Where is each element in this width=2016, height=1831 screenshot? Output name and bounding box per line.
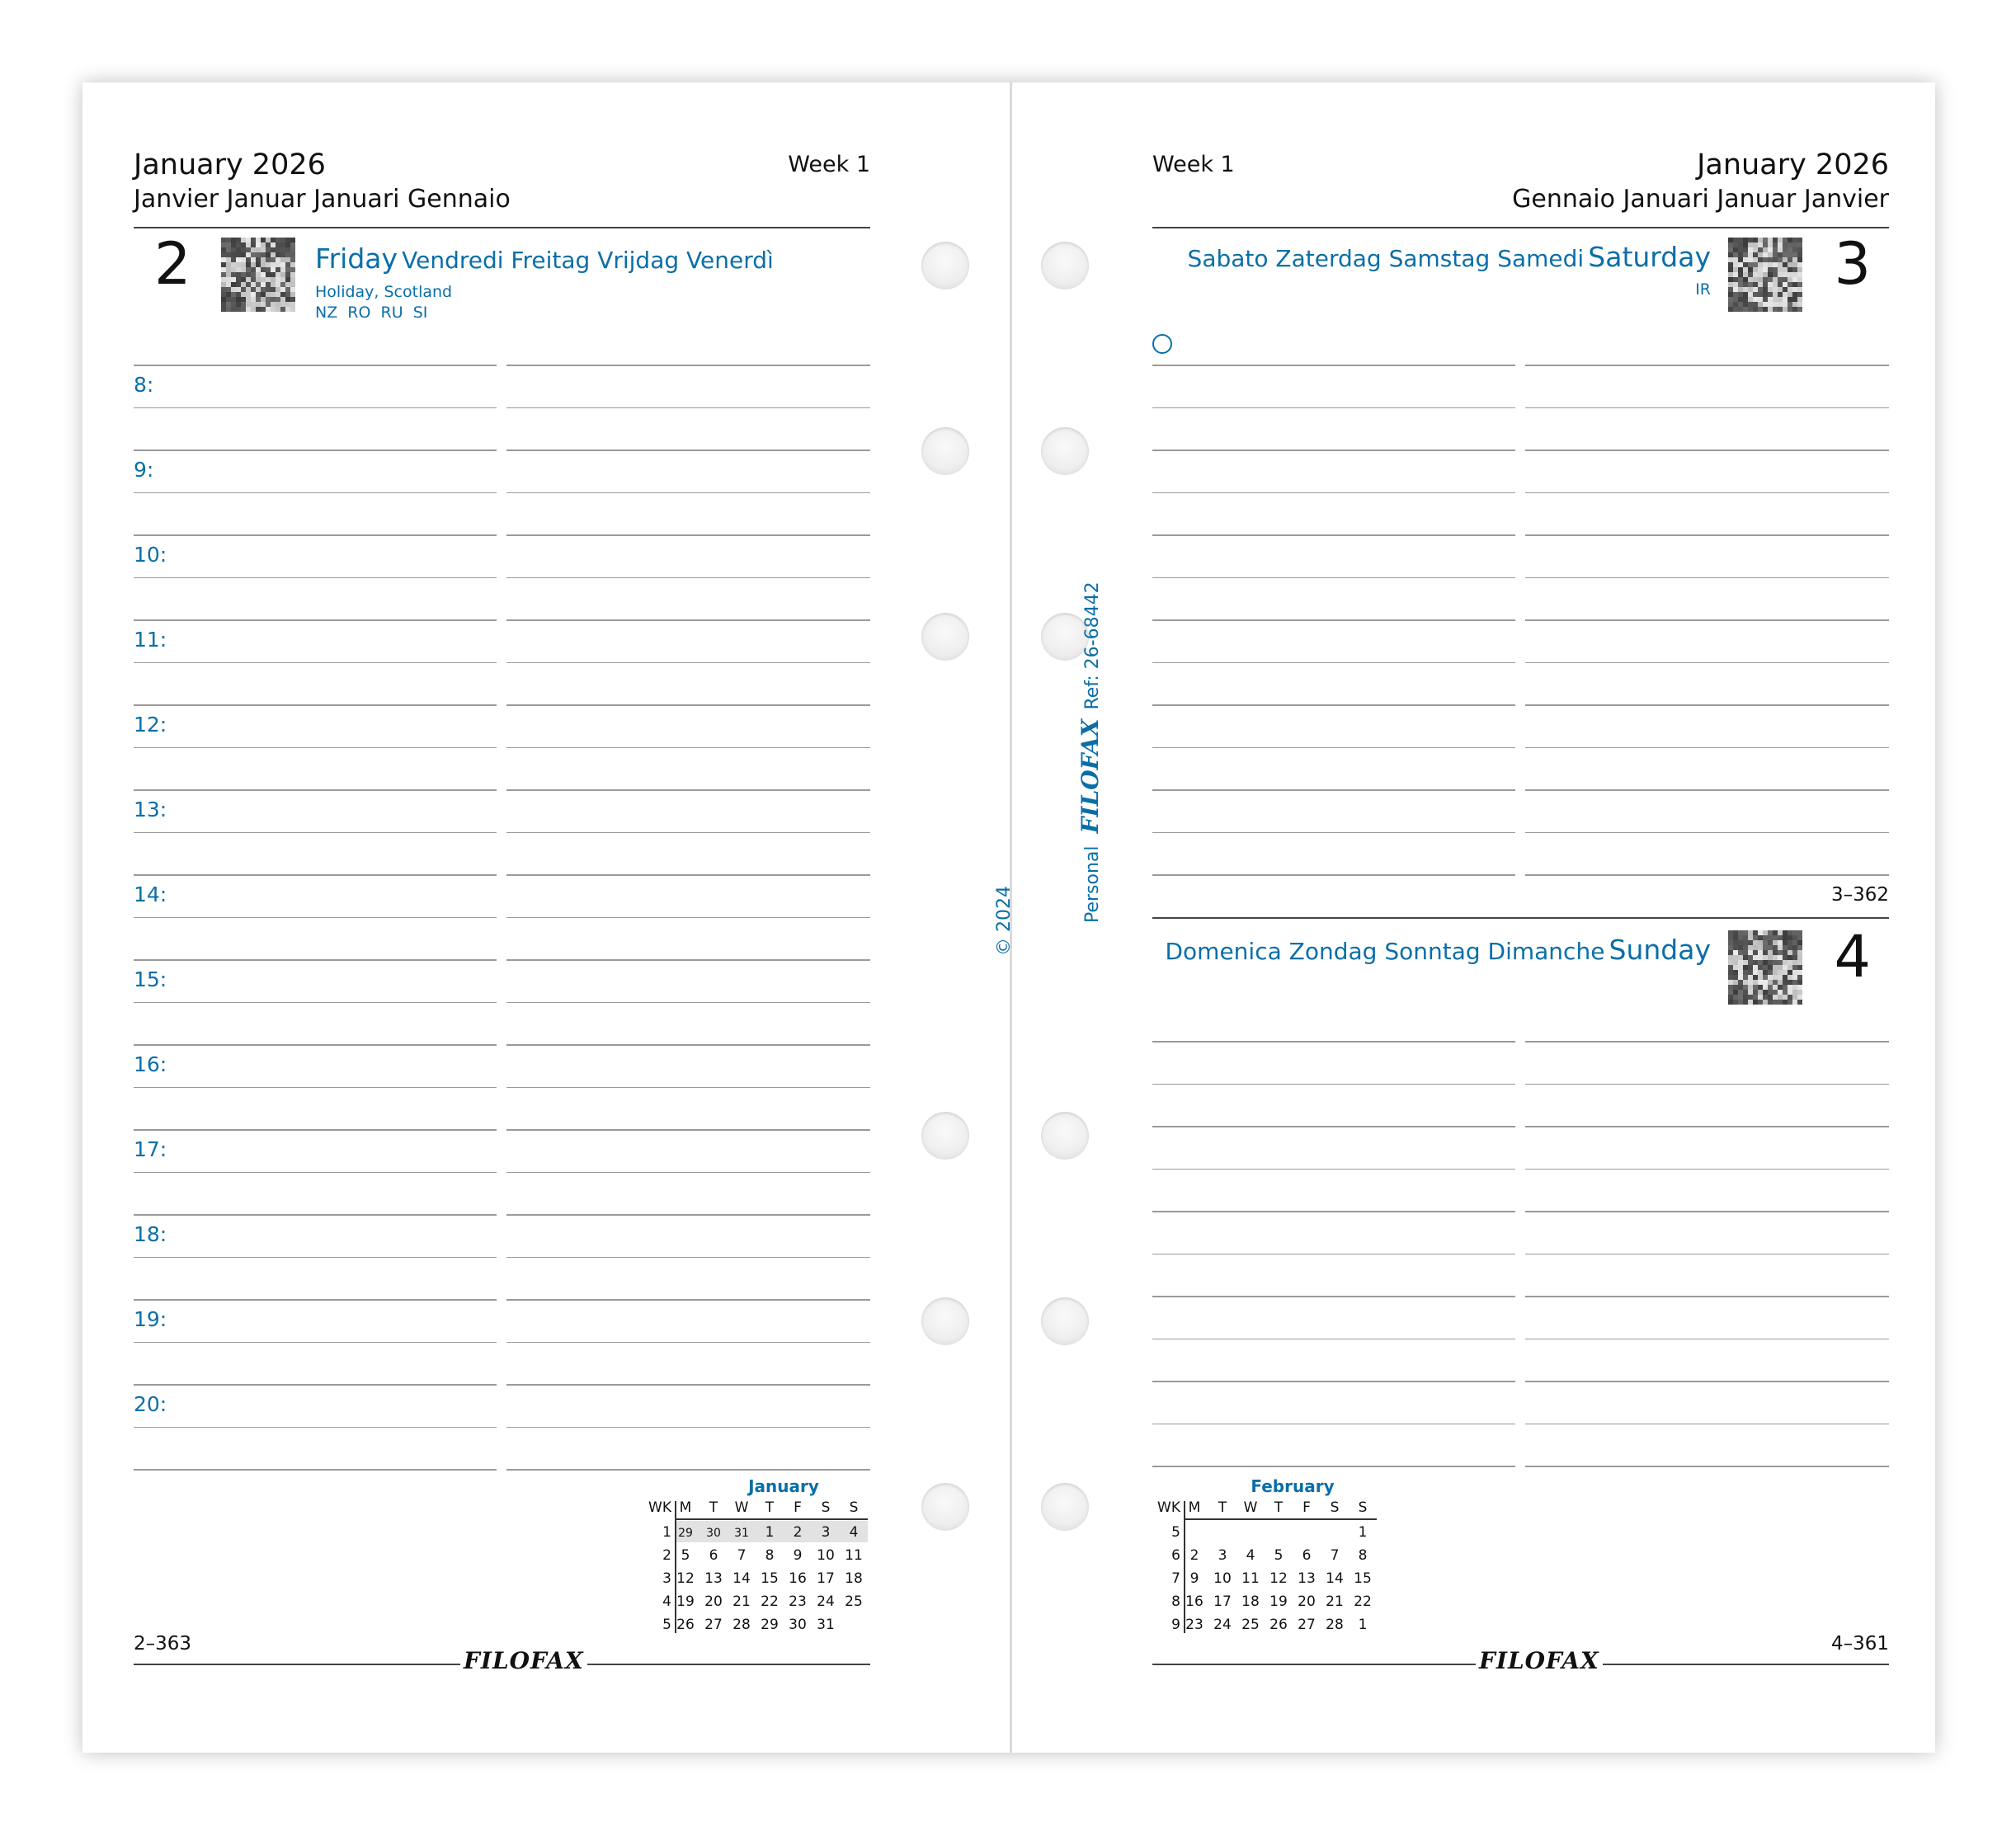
holiday-note: Holiday, Scotland	[315, 283, 453, 301]
ruled-line	[134, 365, 497, 366]
day-name: Friday	[315, 242, 398, 275]
ruled-line	[1525, 1296, 1889, 1297]
mini-calendar-cell: 19	[676, 1593, 695, 1610]
ruled-line	[1525, 365, 1889, 366]
mini-calendar-cell: 30	[789, 1617, 807, 1633]
day-number: 4	[1834, 923, 1871, 991]
mini-calendar-cell: 16	[789, 1570, 807, 1587]
ruled-line	[1152, 1169, 1515, 1170]
mini-calendar-cell: 24	[1213, 1617, 1232, 1633]
mini-calendar-cell: 11	[1241, 1570, 1260, 1587]
mini-calendar-cell: 19	[1269, 1593, 1288, 1610]
ruled-line	[1525, 407, 1889, 409]
ruled-line	[1525, 1084, 1889, 1085]
punch-hole	[921, 1483, 969, 1531]
mini-calendar-cell: 8	[1171, 1593, 1180, 1610]
mini-calendar-cell: 7	[1171, 1570, 1180, 1587]
mini-calendar-cell: 29	[678, 1527, 693, 1540]
mini-calendar-header: F	[794, 1499, 802, 1516]
ruled-line	[1152, 832, 1515, 834]
mini-calendar-cell: 18	[1241, 1593, 1260, 1610]
mini-calendar-cell: 1	[1358, 1617, 1368, 1633]
ruled-line	[1152, 662, 1515, 664]
ruled-line	[1525, 1169, 1889, 1170]
mini-calendar-cell: 13	[1298, 1570, 1316, 1587]
mini-calendar-header: M	[1188, 1499, 1201, 1516]
ruled-line	[506, 365, 870, 366]
ruled-line	[134, 917, 497, 919]
mini-calendar-cell: 24	[817, 1593, 835, 1610]
hour-label: 11:	[134, 628, 167, 652]
mini-calendar-cell: 5	[1171, 1524, 1180, 1541]
mini-calendar-cell: 4	[849, 1524, 859, 1541]
ruled-line	[134, 874, 497, 876]
ruled-line	[1525, 1211, 1889, 1212]
hour-label: 17:	[134, 1137, 167, 1161]
ruled-line	[506, 1214, 870, 1216]
ruled-line	[506, 619, 870, 621]
hour-label: 14:	[134, 883, 167, 906]
day-number: 3	[1834, 230, 1871, 298]
mini-calendar-rule	[1184, 1518, 1377, 1520]
mini-calendar-header: F	[1302, 1499, 1311, 1516]
ruled-line	[134, 1257, 497, 1259]
ruled-line	[134, 577, 497, 579]
mini-calendar-cell: 5	[681, 1547, 690, 1564]
mini-calendar-rule	[1184, 1501, 1185, 1633]
ruled-line	[1152, 450, 1515, 451]
hour-label: 19:	[134, 1307, 167, 1331]
ruled-line	[506, 1299, 870, 1301]
ruled-line	[1152, 874, 1515, 876]
mini-calendar-cell: 2	[1189, 1547, 1199, 1564]
ruled-line	[1152, 1254, 1515, 1255]
day-separator-rule	[1152, 917, 1889, 919]
ruled-line	[134, 1214, 497, 1216]
ruled-line	[134, 1384, 497, 1386]
ruled-line	[1152, 789, 1515, 791]
ruled-line	[1525, 577, 1889, 579]
ruled-line	[1152, 619, 1515, 621]
holiday-codes: NZ RO RU SI	[315, 304, 428, 322]
ruled-line	[134, 1299, 497, 1301]
mini-calendar-cell: 21	[1326, 1593, 1344, 1610]
mini-calendar-cell: 6	[1171, 1547, 1180, 1564]
planner-spread	[82, 82, 1935, 1753]
hour-label: 10:	[134, 543, 167, 567]
left-page	[134, 82, 870, 1753]
page-reference: 3–362	[1830, 884, 1889, 906]
header-rule	[1152, 227, 1889, 228]
ruled-line	[134, 1087, 497, 1089]
qr-code-icon	[1728, 930, 1802, 1005]
mini-calendar-february	[1152, 1476, 1383, 1641]
mini-calendar-cell: 27	[704, 1617, 723, 1633]
mini-calendar-header: S	[1358, 1499, 1368, 1516]
ruled-line	[506, 534, 870, 536]
ruled-line	[506, 1002, 870, 1004]
mini-calendar-header: WK	[648, 1499, 671, 1516]
mini-calendar-header: W	[734, 1499, 749, 1516]
mini-calendar-cell: 14	[1326, 1570, 1344, 1587]
day-title-sunday	[1165, 934, 1711, 966]
mini-calendar-cell: 30	[706, 1527, 721, 1540]
mini-calendar-cell: 31	[734, 1527, 749, 1540]
ruled-line	[1152, 1211, 1515, 1212]
hour-label: 12:	[134, 713, 167, 737]
ruled-line	[1525, 747, 1889, 749]
ruled-line	[1152, 1126, 1515, 1127]
mini-calendar-cell: 6	[709, 1547, 718, 1564]
mini-calendar-header: T	[765, 1499, 775, 1516]
month-title: January 2026	[134, 148, 326, 181]
day-languages: Vendredi Freitag Vrijdag Venerdì	[402, 247, 774, 274]
ruled-line	[1152, 1084, 1515, 1085]
ruled-line	[134, 450, 497, 451]
mini-calendar-header: T	[1274, 1499, 1284, 1516]
mini-calendar-cell: 9	[793, 1547, 803, 1564]
mini-calendar-cell: 15	[761, 1570, 779, 1587]
mini-calendar-cell: 14	[732, 1570, 751, 1587]
mini-calendar-cell: 17	[817, 1570, 835, 1587]
ruled-line	[134, 619, 497, 621]
mini-calendar-cell: 2	[793, 1524, 803, 1541]
ruled-line	[1525, 1041, 1889, 1043]
ruled-line	[134, 1427, 497, 1429]
mini-calendar-cell: 28	[732, 1617, 751, 1633]
mini-calendar-title: February	[1251, 1476, 1335, 1496]
filofax-logo: FILOFAX	[460, 1647, 587, 1674]
hour-label: 8:	[134, 373, 154, 397]
day-note: IR	[1695, 280, 1711, 299]
mini-calendar-cell: 25	[1241, 1617, 1260, 1633]
ruled-line	[1152, 577, 1515, 579]
mini-calendar-cell: 9	[1171, 1617, 1180, 1633]
mini-calendar-rule	[675, 1501, 676, 1633]
ruled-line	[134, 492, 497, 494]
mini-calendar-cell: 10	[1213, 1570, 1232, 1587]
ruled-line	[1525, 534, 1889, 536]
hour-label: 9:	[134, 458, 154, 482]
ruled-line	[1152, 1041, 1515, 1043]
ruled-line	[1525, 1466, 1889, 1467]
mini-calendar-cell: 1	[662, 1524, 671, 1541]
ruled-line	[134, 534, 497, 536]
mini-calendar-cell: 8	[1358, 1547, 1368, 1564]
spine-personal: Personal	[1082, 845, 1103, 923]
mini-calendar-cell: 12	[676, 1570, 695, 1587]
ruled-line	[506, 1427, 870, 1429]
ruled-line	[134, 959, 497, 961]
ruled-line	[134, 1172, 497, 1174]
right-page	[1152, 82, 1889, 1753]
ruled-line	[506, 959, 870, 961]
month-languages: Gennaio Januari Januar Janvier	[1512, 185, 1889, 214]
mini-calendar-cell: 31	[817, 1617, 835, 1633]
punch-hole	[1041, 1112, 1089, 1160]
ruled-line	[134, 662, 497, 664]
punch-hole	[921, 1297, 969, 1345]
spine-brand: FILOFAX	[1076, 718, 1104, 834]
ruled-line	[506, 874, 870, 876]
punch-hole	[921, 427, 969, 475]
spine-copyright: © 2024	[994, 886, 1015, 956]
mini-calendar-cell: 23	[1185, 1617, 1203, 1633]
ruled-line	[506, 1172, 870, 1174]
punch-hole	[921, 1112, 969, 1160]
mini-calendar-header: S	[821, 1499, 831, 1516]
mini-calendar-header: S	[1330, 1499, 1340, 1516]
mini-calendar-cell: 18	[845, 1570, 863, 1587]
ruled-line	[1152, 1466, 1515, 1467]
mini-calendar-cell: 22	[1354, 1593, 1372, 1610]
mini-calendar-cell: 20	[704, 1593, 723, 1610]
ruled-line	[1525, 1126, 1889, 1127]
mini-calendar-cell: 20	[1298, 1593, 1316, 1610]
mini-calendar-title: January	[748, 1476, 819, 1496]
ruled-line	[506, 1044, 870, 1046]
ruled-line	[134, 1044, 497, 1046]
ruled-line	[506, 917, 870, 919]
ruled-line	[1525, 874, 1889, 876]
page-reference: 4–361	[1830, 1633, 1889, 1654]
mini-calendar-cell: 3	[1218, 1547, 1227, 1564]
mini-calendar-cell: 28	[1326, 1617, 1344, 1633]
mini-calendar-header: T	[709, 1499, 718, 1516]
punch-hole	[921, 242, 969, 289]
mini-calendar-header: S	[849, 1499, 859, 1516]
ruled-line	[1152, 407, 1515, 409]
mini-calendar-cell: 7	[1330, 1547, 1340, 1564]
day-title	[315, 242, 774, 275]
ruled-line	[134, 747, 497, 749]
ruled-line	[1525, 1381, 1889, 1382]
page-reference: 2–363	[134, 1633, 192, 1654]
mini-calendar-cell: 10	[817, 1547, 835, 1564]
ruled-line	[1525, 619, 1889, 621]
filofax-logo: FILOFAX	[1476, 1647, 1603, 1674]
ruled-line	[134, 832, 497, 834]
mini-calendar-header: WK	[1157, 1499, 1180, 1516]
punch-hole	[1041, 427, 1089, 475]
ruled-line	[134, 1129, 497, 1131]
hour-label: 16:	[134, 1052, 167, 1076]
mini-calendar-cell: 3	[662, 1570, 671, 1587]
mini-calendar-cell: 3	[821, 1524, 831, 1541]
ruled-line	[134, 1002, 497, 1004]
mini-calendar-cell: 26	[676, 1617, 695, 1633]
mini-calendar-cell: 26	[1269, 1617, 1288, 1633]
mini-calendar-january	[643, 1476, 874, 1641]
ruled-line	[1152, 704, 1515, 706]
ruled-line	[134, 789, 497, 791]
mini-calendar-header: W	[1243, 1499, 1258, 1516]
ruled-line	[1525, 789, 1889, 791]
day-languages: Domenica Zondag Sonntag Dimanche	[1165, 938, 1605, 965]
ruled-line	[506, 407, 870, 409]
mini-calendar-cell: 21	[732, 1593, 751, 1610]
mini-calendar-cell: 7	[737, 1547, 747, 1564]
mini-calendar-rule	[675, 1518, 868, 1520]
ruled-line	[506, 1384, 870, 1386]
month-title: January 2026	[1697, 148, 1889, 181]
ruled-line	[506, 662, 870, 664]
ruled-line	[1152, 747, 1515, 749]
mini-calendar-cell: 5	[662, 1617, 671, 1633]
punch-hole	[921, 613, 969, 661]
ruled-line	[506, 577, 870, 579]
day-name: Saturday	[1588, 241, 1711, 273]
ruled-line	[1525, 704, 1889, 706]
day-number: 2	[154, 230, 191, 298]
month-languages: Janvier Januar Januari Gennaio	[134, 185, 511, 214]
ruled-line	[506, 1087, 870, 1089]
hour-label: 18:	[134, 1222, 167, 1246]
spine-ref: Ref: 26-68442	[1082, 581, 1103, 710]
ruled-line	[1152, 1424, 1515, 1425]
ruled-line	[1152, 534, 1515, 536]
mini-calendar-cell: 12	[1269, 1570, 1288, 1587]
ruled-line	[506, 789, 870, 791]
ruled-line	[1525, 450, 1889, 451]
moon-phase-icon	[1152, 334, 1172, 354]
ruled-line	[506, 1469, 870, 1471]
hour-label: 15:	[134, 967, 167, 991]
ruled-line	[1525, 492, 1889, 494]
ruled-line	[506, 704, 870, 706]
mini-calendar-cell: 17	[1213, 1593, 1232, 1610]
qr-code-icon	[221, 238, 295, 312]
day-languages: Sabato Zaterdag Samstag Samedi	[1187, 245, 1585, 272]
ruled-line	[506, 1342, 870, 1344]
punch-hole	[1041, 242, 1089, 289]
mini-calendar-header: M	[679, 1499, 692, 1516]
ruled-line	[506, 492, 870, 494]
week-label: Week 1	[1152, 152, 1235, 177]
ruled-line	[506, 1257, 870, 1259]
mini-calendar-cell: 16	[1185, 1593, 1203, 1610]
ruled-line	[1152, 492, 1515, 494]
ruled-line	[1152, 1381, 1515, 1382]
mini-calendar-cell: 9	[1189, 1570, 1199, 1587]
hour-label: 20:	[134, 1392, 167, 1416]
ruled-line	[506, 450, 870, 451]
ruled-line	[506, 747, 870, 749]
ruled-line	[134, 1342, 497, 1344]
day-name: Sunday	[1609, 934, 1711, 966]
mini-calendar-cell: 1	[1358, 1524, 1368, 1541]
ruled-line	[1525, 1254, 1889, 1255]
mini-calendar-header: T	[1218, 1499, 1227, 1516]
day-title-saturday	[1188, 241, 1711, 273]
ruled-line	[1152, 1339, 1515, 1340]
header-rule	[134, 227, 870, 228]
ruled-line	[1525, 1339, 1889, 1340]
ruled-line	[134, 407, 497, 409]
qr-code-icon	[1728, 238, 1802, 312]
mini-calendar-cell: 2	[662, 1547, 671, 1564]
ruled-line	[506, 1129, 870, 1131]
ruled-line	[1525, 1424, 1889, 1425]
mini-calendar-cell: 1	[765, 1524, 775, 1541]
mini-calendar-cell: 8	[765, 1547, 775, 1564]
mini-calendar-cell: 13	[704, 1570, 723, 1587]
mini-calendar-cell: 25	[845, 1593, 863, 1610]
mini-calendar-cell: 11	[845, 1547, 863, 1564]
mini-calendar-cell: 5	[1274, 1547, 1284, 1564]
mini-calendar-cell: 15	[1354, 1570, 1372, 1587]
mini-calendar-cell: 29	[761, 1617, 779, 1633]
hour-label: 13:	[134, 798, 167, 821]
punch-hole	[1041, 1297, 1089, 1345]
mini-calendar-cell: 22	[761, 1593, 779, 1610]
ruled-line	[1152, 365, 1515, 366]
punch-hole	[1041, 1483, 1089, 1531]
ruled-line	[134, 704, 497, 706]
mini-calendar-cell: 4	[662, 1593, 671, 1610]
week-label: Week 1	[788, 152, 870, 177]
ruled-line	[506, 832, 870, 834]
mini-calendar-cell: 6	[1302, 1547, 1312, 1564]
ruled-line	[1525, 832, 1889, 834]
ruled-line	[1152, 1296, 1515, 1297]
ruled-line	[1525, 662, 1889, 664]
ruled-line	[134, 1469, 497, 1471]
mini-calendar-cell: 4	[1246, 1547, 1255, 1564]
mini-calendar-cell: 27	[1298, 1617, 1316, 1633]
mini-calendar-cell: 23	[789, 1593, 807, 1610]
